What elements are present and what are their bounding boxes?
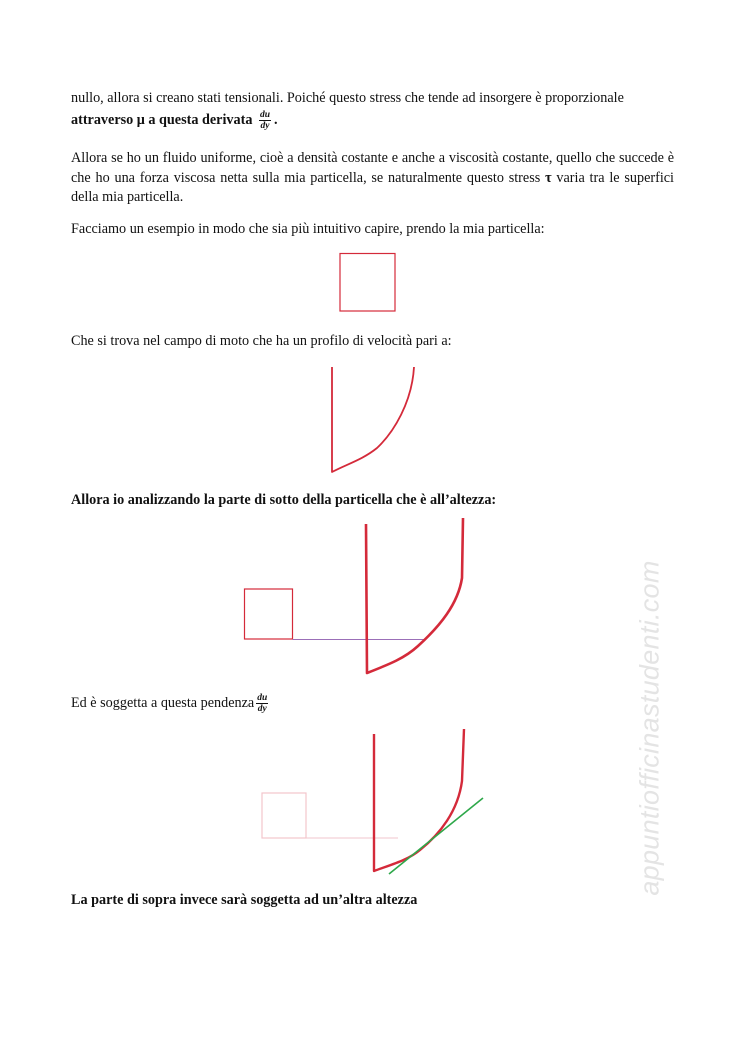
figure-slope: [258, 726, 490, 876]
fraction-denominator: dy: [257, 704, 267, 714]
fraction-du-dy: [259, 110, 271, 131]
paragraph-1-end: .: [274, 111, 278, 128]
figure-velocity-profile: [322, 362, 422, 478]
paragraph-1-line-1: nullo, allora si creano stati tensionali. Poiché questo stress che tende ad insorgere è proporzionale: [71, 90, 624, 106]
particle-square: [262, 793, 306, 838]
fraction-numerator: du: [259, 110, 271, 120]
fraction-du-dy: [256, 693, 268, 714]
watermark-text: appuntiofficinastudenti.com: [634, 560, 665, 896]
paragraph-2: [71, 149, 674, 208]
paragraph-4: Che si trova nel campo di moto che ha un profilo di velocità pari a:: [71, 333, 452, 349]
paragraph-1-line-2: [71, 110, 278, 131]
tau-symbol: τ: [545, 169, 552, 186]
velocity-profile-curve: [332, 367, 414, 472]
paragraph-6: [71, 693, 271, 714]
velocity-profile-curve: [366, 518, 463, 673]
fraction-numerator: du: [257, 693, 268, 703]
paragraph-7: La parte di sopra invece sarà soggetta ad un’altra altezza: [71, 892, 418, 908]
particle-square: [245, 589, 293, 639]
paragraph-6-text: Ed è soggetta a questa pendenza: [71, 694, 255, 711]
paragraph-1-text: attraverso μ a questa derivata: [71, 111, 253, 128]
tangent-line: [389, 798, 483, 874]
figure-particle: [338, 252, 398, 314]
paragraph-5: Allora io analizzando la parte di sotto della particella che è all’altezza:: [71, 492, 497, 508]
paragraph-2-text-b: varia tra le superfici della mia particella.: [71, 169, 674, 205]
figure-particle-bottom-height: [240, 516, 480, 678]
fraction-denominator: dy: [260, 121, 270, 131]
paragraph-2-text-a: Allora se ho un fluido uniforme, cioè a densità costante e anche a viscosità costante, quello che succede è che ho una forza viscosa netta sulla mia particella, se naturalmente questo stress: [71, 150, 674, 186]
paragraph-3: Facciamo un esempio in modo che sia più intuitivo capire, prendo la mia particella:: [71, 221, 545, 237]
particle-square: [340, 254, 395, 312]
